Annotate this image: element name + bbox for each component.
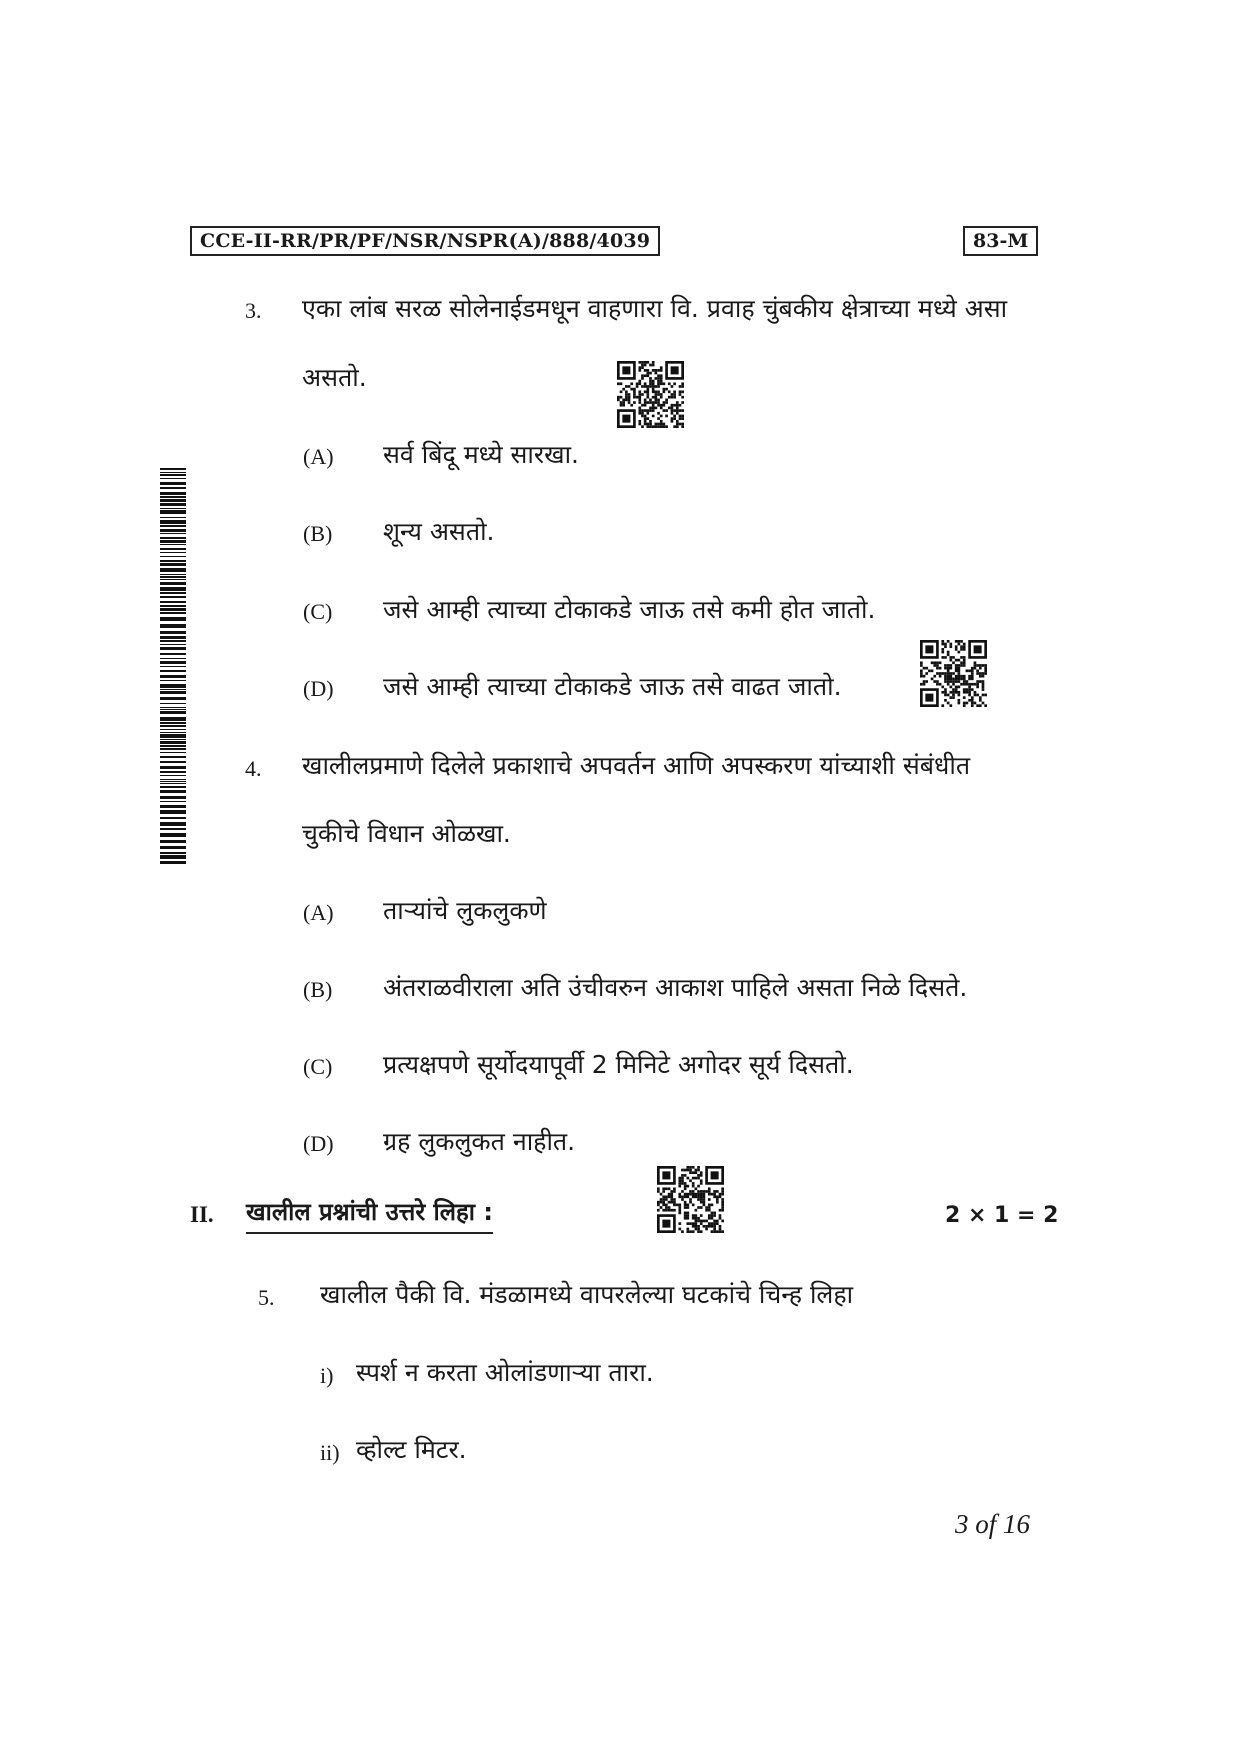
q4-option-c-text: प्रत्यक्षपणे सूर्योदयापूर्वी 2 मिनिटे अगोदर सूर्य दिसतो. (383, 1050, 854, 1079)
q4-option-d-label: (D) (303, 1131, 334, 1156)
q4-option-b-label: (B) (303, 977, 333, 1002)
question-5-number: 5. (258, 1285, 275, 1310)
question-3-text-line1: एका लांब सरळ सोलेनाईडमधून वाहणारा वि. प्रवाह चुंबकीय क्षेत्राच्या मध्ये असा (302, 294, 1008, 323)
q3-option-d-text: जसे आम्ही त्याच्या टोकाकडे जाऊ तसे वाढत जातो. (383, 672, 842, 701)
qr-code-icon (657, 1166, 724, 1233)
paper-code: CCE-II-RR/PR/PF/NSR/NSPR(A)/888/4039 (190, 226, 660, 256)
question-4-number: 4. (245, 756, 262, 781)
section-title: खालील प्रश्नांची उत्तरे लिहा : (246, 1195, 493, 1234)
question-4-text-line2: चुकीचे विधान ओळखा. (302, 819, 511, 848)
q3-option-b-text: शून्य असतो. (383, 517, 495, 546)
q3-option-c-text: जसे आम्ही त्याच्या टोकाकडे जाऊ तसे कमी होत जातो. (383, 595, 876, 624)
q5-sub-ii-label: ii) (320, 1440, 340, 1465)
q3-option-d-label: (D) (303, 676, 334, 701)
q4-option-b-text: अंतराळवीराला अति उंचीवरुन आकाश पाहिले असता निळे दिसते. (383, 973, 968, 1002)
qr-code-icon (617, 361, 684, 428)
barcode-icon (160, 468, 186, 866)
q3-option-a-label: (A) (303, 444, 334, 469)
q4-option-a-label: (A) (303, 900, 334, 925)
question-3-text-line2: असतो. (302, 363, 367, 392)
q4-option-a-text: ताऱ्यांचे लुकलुकणे (383, 896, 547, 925)
q5-sub-i-label: i) (320, 1363, 334, 1388)
paper-id-badge: 83-M (963, 226, 1038, 256)
question-3-number: 3. (245, 298, 262, 323)
q3-option-c-label: (C) (303, 599, 333, 624)
q4-option-d-text: ग्रह लुकलुकत नाहीत. (383, 1127, 576, 1156)
qr-code-icon (920, 640, 987, 707)
q5-sub-ii-text: व्होल्ट मिटर. (356, 1435, 467, 1464)
q3-option-a-text: सर्व बिंदू मध्ये सारखा. (383, 440, 579, 469)
section-number: II. (190, 1202, 214, 1227)
section-marks: 2 × 1 = 2 (945, 1203, 1059, 1228)
page-number: 3 of 16 (955, 1509, 1031, 1539)
q5-sub-i-text: स्पर्श न करता ओलांडणाऱ्या तारा. (356, 1358, 654, 1387)
q4-option-c-label: (C) (303, 1054, 333, 1079)
question-4-text-line1: खालीलप्रमाणे दिलेले प्रकाशाचे अपवर्तन आणि अपस्करण यांच्याशी संबंधीत (302, 751, 971, 780)
question-5-text: खालील पैकी वि. मंडळामध्ये वापरलेल्या घटकांचे चिन्ह लिहा (320, 1280, 854, 1309)
q3-option-b-label: (B) (303, 521, 333, 546)
